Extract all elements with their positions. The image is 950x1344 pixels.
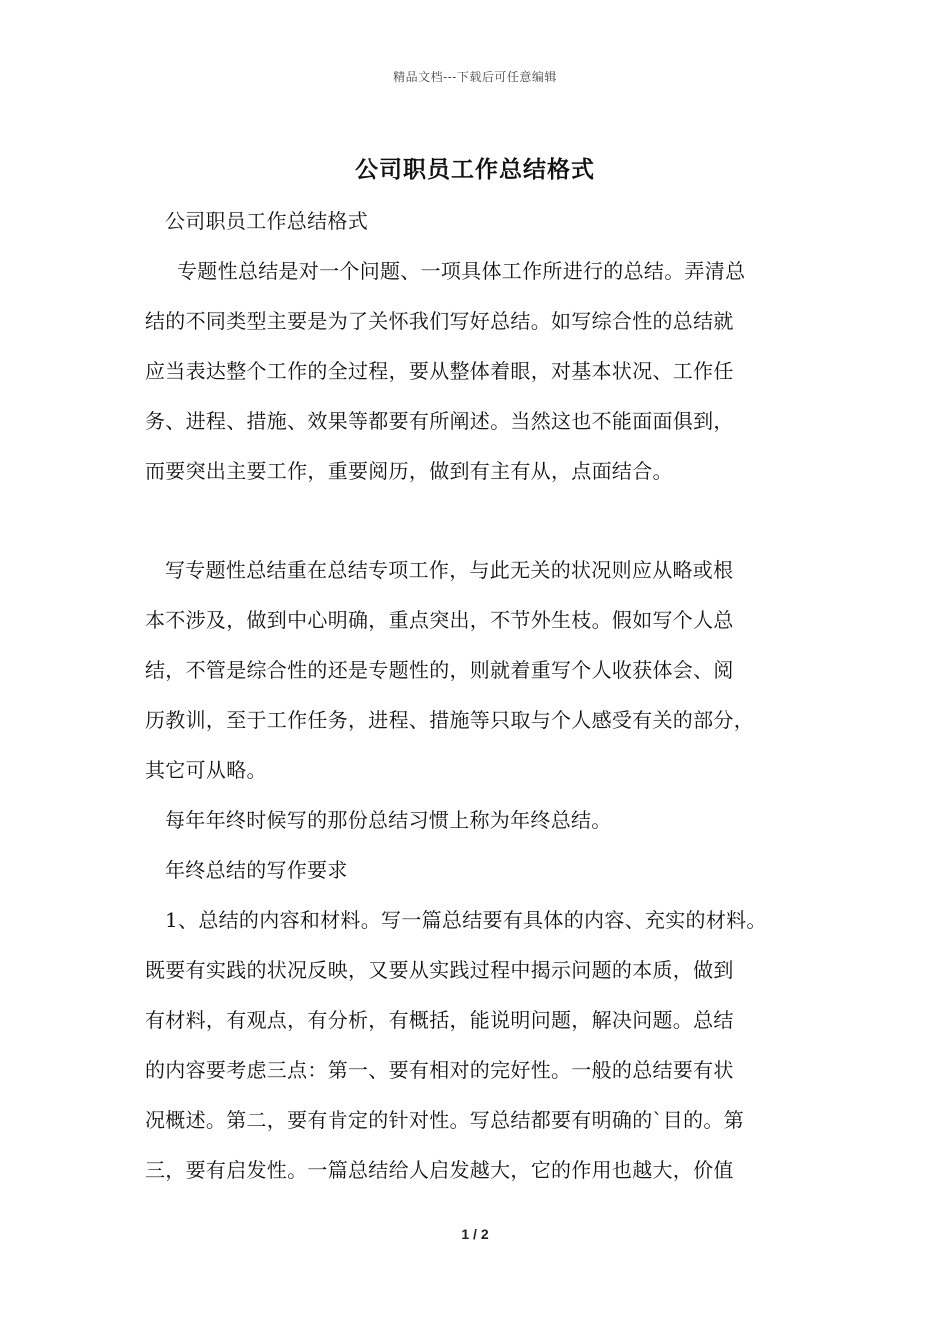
document-title: 公司职员工作总结格式 (355, 156, 595, 183)
document-body-block-2 (145, 545, 815, 1195)
paragraph-line: 况概述。第二，要有肯定的针对性。写总结都要有明确的`目的。第 (145, 1108, 744, 1132)
paragraph-line: 的内容要考虑三点：第一、要有相对的完好性。一般的总结要有状 (145, 1058, 734, 1082)
paragraph-line: 本不涉及，做到中心明确，重点突出，不节外生枝。假如写个人总 (145, 608, 734, 632)
paragraph-line: 其它可从略。 (145, 758, 267, 782)
paragraph-line: 写专题性总结重在总结专项工作，与此无关的状况则应从略或根 (165, 558, 734, 582)
paragraph-line: 而要突出主要工作，重要阅历，做到有主有从，点面结合。 (145, 459, 673, 483)
paragraph-line: 1、总结的内容和材料。写一篇总结要有具体的内容、充实的材料。 (165, 908, 767, 932)
paragraph-line: 专题性总结是对一个问题、一项具体工作所进行的总结。弄清总 (177, 259, 746, 283)
paragraph-line: 结的不同类型主要是为了关怀我们写好总结。如写综合性的总结就 (145, 309, 734, 333)
page-number: 1 / 2 (461, 1226, 489, 1242)
paragraph-line: 结，不管是综合性的还是专题性的，则就着重写个人收获体会、阅 (145, 658, 734, 682)
paragraph-line: 有材料，有观点，有分析，有概括，能说明问题，解决问题。总结 (145, 1008, 734, 1032)
header-note: 精品文档---下载后可任意编辑 (393, 70, 557, 84)
paragraph-line: 历教训，至于工作任务，进程、措施等只取与个人感受有关的部分， (145, 708, 754, 732)
paragraph-line: 务、进程、措施、效果等都要有所阐述。当然这也不能面面俱到， (145, 409, 734, 433)
paragraph-line: 既要有实践的状况反映，又要从实践过程中揭示问题的本质，做到 (145, 958, 734, 982)
subtitle-line: 公司职员工作总结格式 (165, 209, 368, 233)
document-body-block-1 (145, 196, 815, 496)
section-heading: 年终总结的写作要求 (165, 858, 348, 882)
paragraph-line: 应当表达整个工作的全过程，要从整体着眼，对基本状况、工作任 (145, 359, 734, 383)
paragraph-line: 三，要有启发性。一篇总结给人启发越大，它的作用也越大，价值 (145, 1158, 734, 1182)
paragraph-line: 每年年终时候写的那份总结习惯上称为年终总结。 (165, 808, 612, 832)
